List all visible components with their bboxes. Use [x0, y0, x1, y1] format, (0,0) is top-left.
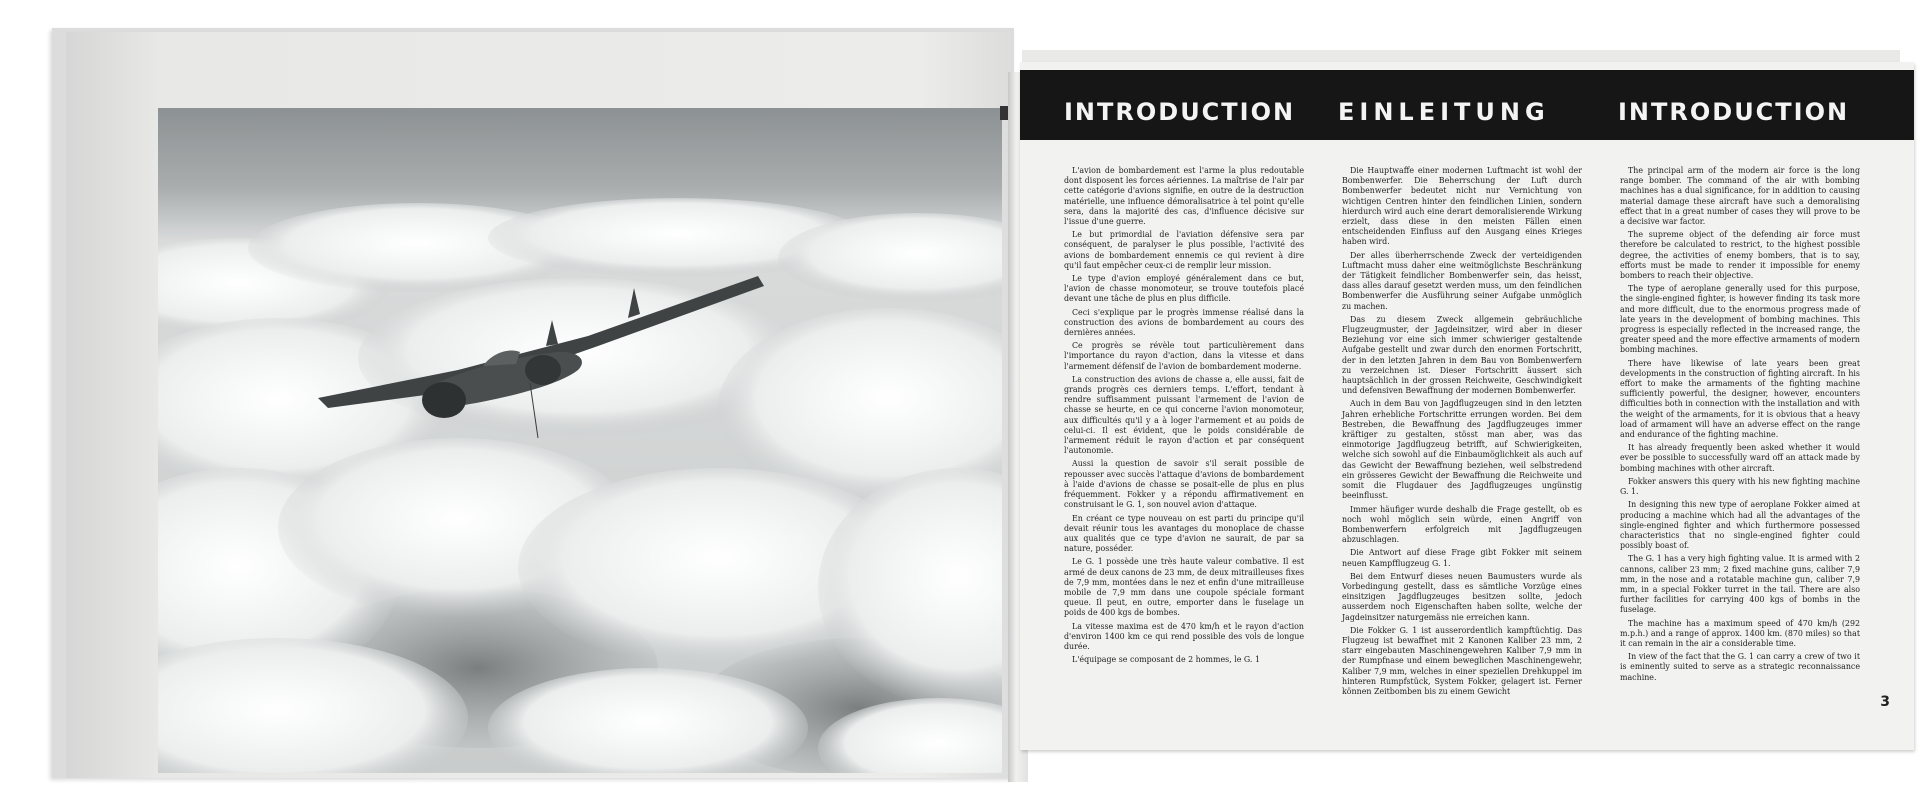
paragraph: Die Hauptwaffe einer modernen Luftmacht ist wohl der Bombenwerfer. Die Beherrschung der Luft durch Bombenwerfer bedeutet nicht nur Vernichtung von wichtigen Centren hinter den feindlichen Linien, sondern hierdurch wird auch eine derart demoralisierende Wirkung erzielt, dass diese in den meisten Fällen einen entscheidenden Einfluss auf den Ausgang eines Krieges haben wird. [1342, 166, 1582, 247]
page-number: 3 [1880, 694, 1890, 710]
paragraph: Die Antwort auf diese Frage gibt Fokker mit seinem neuen Kampfflugzeug G. 1. [1342, 548, 1582, 568]
page-edge-tab [1000, 106, 1008, 120]
paragraph: Immer häufiger wurde deshalb die Frage gestellt, ob es noch wohl möglich sein würde, einen Angriff von Bombenwerfern erfolgreich mit Jagdflugzeugen abzuschlagen. [1342, 504, 1582, 545]
aircraft-photo [158, 108, 1002, 773]
heading-english: INTRODUCTION [1618, 98, 1850, 126]
paragraph: The principal arm of the modern air force is the long range bomber. The command of the air with bombing machines has a dual significance, for in addition to causing material damage these aircraft have such a demoralising effect that in a great number of cases they will prove to be a decisive war factor. [1620, 166, 1860, 227]
paragraph: Ce progrès se révèle tout particulièrement dans l'importance du rayon d'action, dans la vitesse et dans l'armement défensif de l'avion de bombardement moderne. [1064, 341, 1304, 371]
heading-german: EINLEITUNG [1338, 98, 1550, 126]
paragraph: Ceci s'explique par le progrès immense réalisé dans la construction des avions de bombardement au cours des dernières années. [1064, 307, 1304, 338]
paragraph: En créant ce type nouveau on est parti du principe qu'il devait réunir tous les avantages du monoplace de chasse aux qualités que ce type d'avion ne saurait, de par sa nature, posséder. [1064, 513, 1304, 554]
paragraph: L'équipage se composant de 2 hommes, le G. 1 [1072, 655, 1260, 665]
right-page [1020, 62, 1914, 750]
column-german [1342, 166, 1582, 700]
paragraph: Die Fokker G. 1 ist ausserordentlich kampftüchtig. Das Flugzeug ist bewaffnet mit 2 Kanonen Kaliber 23 mm, 2 starr eingebauten Maschinengewehren Kaliber 7,9 mm in der Rumpfnase und einem beweglichen Maschinengewehr, Kaliber 7,9 mm, welches in einer speziellen Drehkuppel im hinteren Rumpfstück, System Fokker, gelagert ist. Ferner können Zeitbomben bis zu einem Gewicht [1342, 625, 1582, 696]
paragraph: Fokker answers this query with his new fighting machine G. 1. [1620, 476, 1860, 497]
paragraph: Der alles überherrschende Zweck der verteidigenden Luftmacht muss daher eine weitmöglichste Beschränkung der Tätigkeit feindlicher Bombenwerfer sein, das heisst, dass alles darauf gesetzt werden muss, um den feindlichen Bombenwerfer die Ausführung seiner Aufgabe unmöglich zu machen. [1342, 250, 1582, 311]
paragraph: Auch in dem Bau von Jagdflugzeugen sind in den letzten Jahren erhebliche Fortschritte errungen worden. Bei dem Bestreben, die Bewaffnung des Jagdflugzeuges immer kräftiger zu gestalten, stösst man aber, was das einmotorige Jagdflugzeug betrifft, auf Schwierigkeiten, welche sich sowohl auf die Einbaumöglichkeit als auch auf das Gewicht der Bewaffnung beziehen, weil selbstredend ein grösseres Gewicht der Bewaffnung die Reichweite und somit die Flugdauer des Jagdflugzeuges ungünstig beeinflusst. [1342, 399, 1582, 501]
paragraph: Aussi la question de savoir s'il serait possible de repousser avec succès l'attaque d'avions de bombardement à l'aide d'avions de chasse se posait-elle de plus en plus fréquemment. Fokker y a répondu affirmativement en construisant le G. 1, son nouvel avion d'attaque. [1064, 459, 1304, 510]
paragraph: The type of aeroplane generally used for this purpose, the single-engined fighter, is however finding its task more and more difficult, due to the enormous progress made of late years in the development of bombing machines. This progress is especially reflected in the increased range, the greater speed and the more effective armaments of modern bombing machines. [1620, 284, 1860, 355]
heading-band [1020, 70, 1914, 140]
paragraph: La vitesse maxima est de 470 km/h et le rayon d'action d'environ 1400 km ce qui rend possible des vols de longue durée. [1064, 621, 1304, 651]
paragraph: There have likewise of late years been great developments in the construction of fighting aircraft. In his effort to make the armaments of the fighting machine sufficiently powerful, the designer, however, encounters difficulties both in connection with the installation and with the weight of the armaments, for it is obvious that a heavy load of armament will have an adverse effect on the range and endurance of the fighting machine. [1620, 358, 1860, 440]
paragraph: It has already frequently been asked whether it would ever be possible to successfully ward off an attack made by bombing machines with other aircraft. [1620, 443, 1860, 473]
paragraph: Le G. 1 possède une très haute valeur combative. Il est armé de deux canons de 23 mm, de deux mitrailleuses fixes de 7,9 mm, montées dans le nez et enfin d'une mitrailleuse mobile de 7,9 mm dans une coupole spéciale formant queue. Il peut, en outre, emporter dans le fuselage un poids de 400 kgs de bombes. [1064, 557, 1304, 618]
paragraph: In designing this new type of aeroplane Fokker aimed at producing a machine which had all the advantages of the single-engined fighter and which furthermore possessed characteristics that no single-engined fighter could possibly boast of. [1620, 500, 1860, 551]
paragraph: Bei dem Entwurf dieses neuen Baumusters wurde als Vorbedingung gestellt, dass es sämtliche Vorzüge eines einsitzigen Jagdflugzeuges besitzen sollte, jedoch ausserdem noch Eigenschaften haben sollte, welche der Jagdeinsitzer naturgemäss nie erreichen kann. [1342, 571, 1582, 622]
paragraph: In view of the fact that the G. 1 can carry a crew of two it is eminently suited to serve as a strategic reconnaissance machine. [1620, 652, 1860, 682]
column-french [1064, 166, 1304, 668]
paragraph: The supreme object of the defending air force must therefore be calculated to restrict, to the highest possible degree, the activities of enemy bombers, that is to say, efforts must be made to render it impossible for enemy bombers to reach their objective. [1620, 230, 1860, 281]
paragraph: Le type d'avion employé généralement dans ce but, l'avion de chasse monomoteur, se trouve toutefois placé devant une tâche de plus en plus difficile. [1064, 274, 1304, 304]
paragraph: L'avion de bombardement est l'arme la plus redoutable dont disposent les forces aériennes. La maîtrise de l'air par cette catégorie d'avions signifie, en outre de la destruction matérielle, une influence démoralisatrice à tel point qu'elle sera, dans la majorité des cas, d'influence décisive sur l'issue d'une guerre. [1064, 166, 1304, 227]
paragraph: Das zu diesem Zweck allgemein gebräuchliche Flugzeugmuster, der Jagdeinsitzer, wird aber in dieser Beziehung vor eine sich immer schwieriger gestaltende Aufgabe gestellt und zwar durch den enormen Fortschritt, der in den letzten Jahren in dem Bau von Bombenwerfern zu verzeichnen ist. Dieser Fortschritt äussert sich hauptsächlich in der grossen Reichweite, Geschwindigkeit und defensiven Bewaffnung der modernen Bombenwerfer. [1342, 314, 1582, 396]
paragraph: Le but primordial de l'aviation défensive sera par conséquent, de paralyser le plus possible, l'activité des avions de bombardement ennemis ce qui revient à dire qu'il faut empêcher ceux-ci de remplir leur mission. [1064, 230, 1304, 270]
heading-french: INTRODUCTION [1064, 98, 1296, 126]
paragraph: The G. 1 has a very high fighting value. It is armed with 2 cannons, caliber 23 mm; 2 fixed machine guns, caliber 7,9 mm, in the nose and a rotatable machine gun, caliber 7,9 mm, in a special Fokker turret in the tail. There are also further facilities for carrying 400 kgs of bombs in the fuselage. [1620, 554, 1860, 615]
paragraph: The machine has a maximum speed of 470 km/h (292 m.p.h.) and a range of approx. 1400 km. (870 miles) so that it can remain in the air a considerable time. [1620, 618, 1860, 648]
paragraph: La construction des avions de chasse a, elle aussi, fait de grands progrès ces derniers temps. L'effort, tendant à rendre suffisamment puissant l'armement de l'avion de chasse se heurte, en ce qui concerne l'avion monomoteur, aux difficultés qu'il y a à loger l'armement et au poids de celui-ci. Il est évident, que le poids considérable de l'armement réduit le rayon d'action et par conséquent l'autonomie. [1064, 374, 1304, 456]
column-english [1620, 166, 1860, 686]
